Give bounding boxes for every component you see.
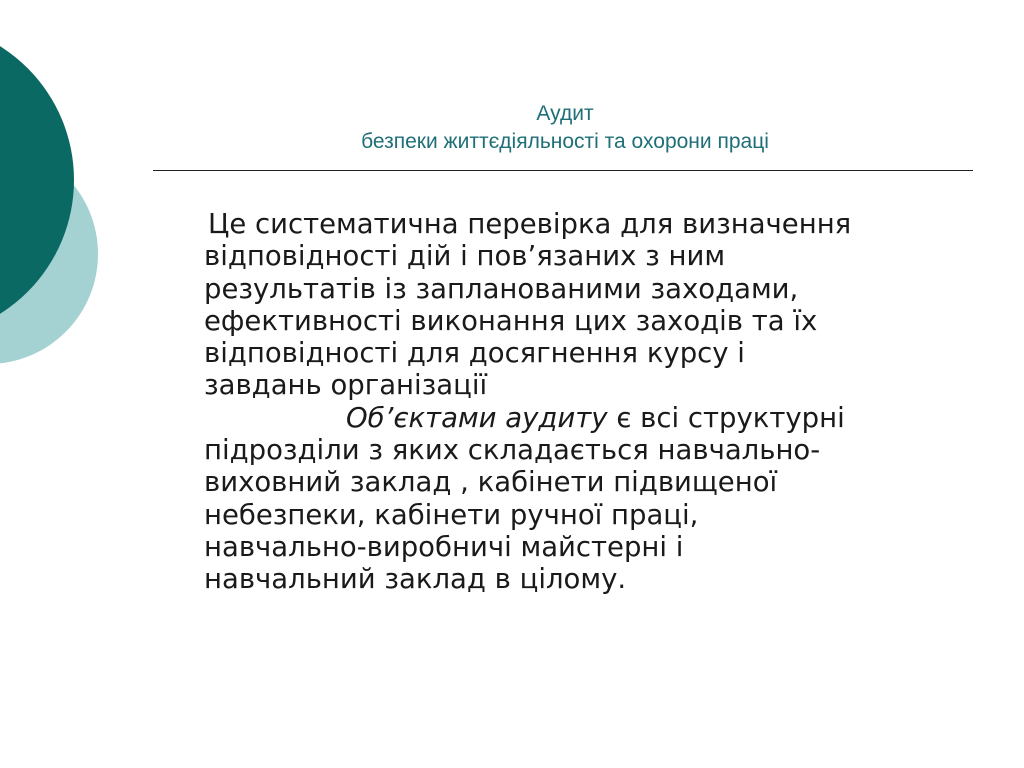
paragraph-text: є всі структурні підрозділи з яких складається навчально- виховний заклад , кабінети підвищеної небезпеки, кабінети ручної праці, навчально-виробничі майстерні і навчальний заклад в цілому.	[204, 401, 845, 596]
title-line-2: безпеки життєдіяльності та охорони праці	[361, 130, 769, 153]
title-divider	[153, 170, 973, 171]
slide-body	[204, 208, 974, 596]
emphasis-text: Об’єктами аудиту	[346, 401, 608, 434]
title-line-1: Аудит	[536, 102, 594, 125]
audit-objects-paragraph	[204, 402, 974, 596]
decorative-circles	[0, 0, 120, 420]
slide-title	[160, 100, 970, 156]
definition-paragraph: Це систематична перевірка для визначення відповідності дій і пов’язаних з ним результатів із запланованими заходами, ефективності виконання цих заходів та їх відповідності для досягнення курсу і завдань організації	[204, 208, 852, 402]
